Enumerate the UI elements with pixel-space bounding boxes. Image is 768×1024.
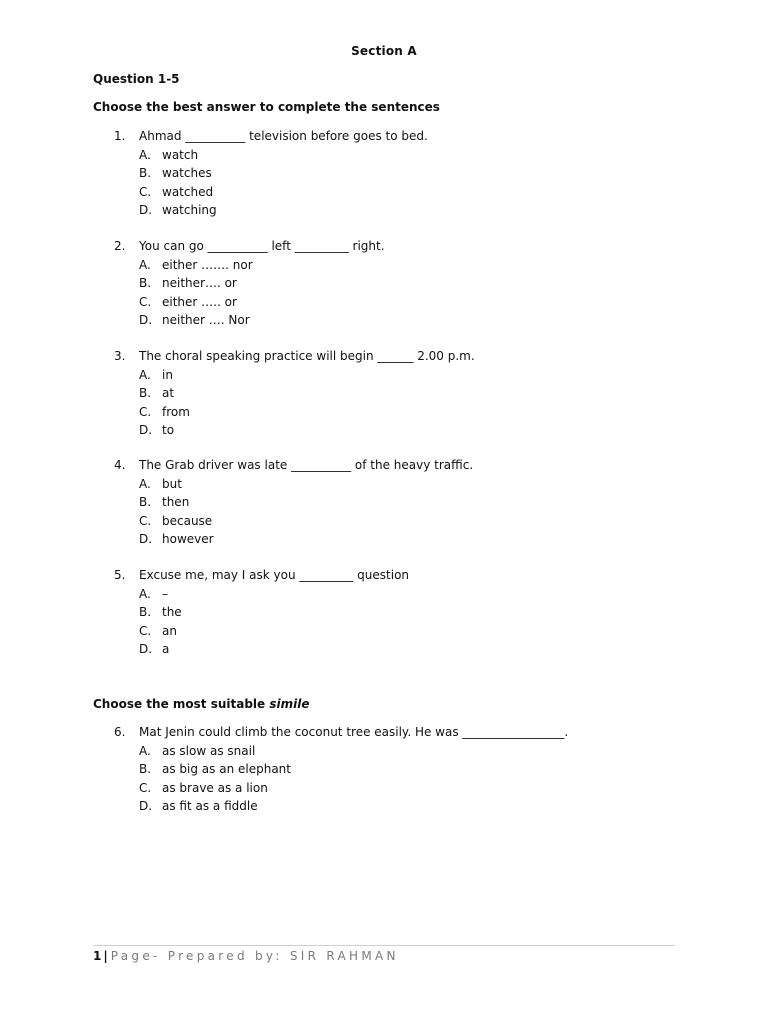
option-d	[114, 530, 694, 548]
option-b	[114, 274, 694, 292]
option-text: because	[162, 513, 213, 528]
option-text: watches	[162, 166, 212, 181]
option-b	[114, 384, 694, 402]
question-range-heading: Question 1-5	[93, 72, 180, 86]
option-letter: B.	[139, 276, 152, 291]
option-text: from	[162, 404, 190, 419]
option-c	[114, 293, 694, 311]
option-letter: C.	[139, 513, 152, 528]
question-number: 1.	[114, 129, 126, 143]
option-text: but	[162, 477, 182, 491]
page-footer	[93, 949, 399, 963]
option-letter: B.	[139, 762, 152, 777]
option-letter: C.	[139, 404, 152, 419]
option-letter: D.	[139, 798, 153, 813]
option-text: either ……. nor	[162, 258, 253, 272]
option-text: watching	[162, 202, 217, 217]
footer-separator: |	[103, 949, 108, 963]
option-d	[114, 640, 694, 658]
option-d	[114, 311, 694, 329]
option-letter: A.	[139, 368, 151, 382]
question-number: 4.	[114, 458, 126, 472]
question-1	[114, 127, 694, 219]
question-text: You can go __________ left _________ right.	[139, 239, 385, 253]
option-text: –	[162, 587, 168, 601]
question-5	[114, 566, 694, 658]
option-text: as slow as snail	[162, 744, 256, 758]
option-letter: D.	[139, 641, 153, 656]
option-text: as big as an elephant	[162, 762, 291, 777]
question-4	[114, 456, 694, 548]
option-letter: B.	[139, 495, 152, 510]
option-b	[114, 164, 694, 182]
option-a	[114, 475, 694, 493]
option-text: as fit as a fiddle	[162, 798, 258, 813]
instruction-complete-sentences: Choose the best answer to complete the sentences	[93, 100, 440, 114]
option-text: an	[162, 623, 177, 638]
footer-divider	[93, 945, 675, 946]
question-2	[114, 237, 694, 329]
option-letter: C.	[139, 184, 152, 199]
option-letter: A.	[139, 587, 151, 601]
option-b	[114, 493, 694, 511]
option-text: either ….. or	[162, 294, 237, 309]
option-c	[114, 512, 694, 530]
option-letter: A.	[139, 148, 151, 162]
option-a	[114, 585, 694, 603]
option-letter: D.	[139, 202, 153, 217]
option-letter: B.	[139, 605, 152, 620]
instruction-simile	[93, 697, 309, 711]
question-text: Excuse me, may I ask you _________ question	[139, 568, 410, 582]
question-6	[114, 723, 694, 815]
option-text: the	[162, 605, 182, 620]
option-a	[114, 146, 694, 164]
option-letter: C.	[139, 780, 152, 795]
option-a	[114, 256, 694, 274]
question-3	[114, 347, 694, 439]
option-letter: C.	[139, 623, 152, 638]
instruction-prefix: Choose the most suitable	[93, 697, 270, 711]
question-number: 6.	[114, 725, 126, 739]
footer-text: Page- Prepared by: SIR RAHMAN	[110, 949, 399, 963]
option-text: however	[162, 531, 214, 546]
option-d	[114, 797, 694, 815]
option-a	[114, 366, 694, 384]
question-text: Ahmad __________ television before goes to bed.	[139, 129, 428, 143]
instruction-emphasis: simile	[269, 697, 310, 711]
option-c	[114, 779, 694, 797]
section-title: Section A	[351, 44, 417, 58]
question-text: The choral speaking practice will begin ______ 2.00 p.m.	[139, 349, 475, 363]
option-text: watched	[162, 184, 214, 199]
option-c	[114, 403, 694, 421]
option-c	[114, 183, 694, 201]
option-letter: B.	[139, 386, 152, 401]
option-d	[114, 201, 694, 219]
option-b	[114, 760, 694, 778]
option-text: watch	[162, 148, 199, 162]
option-letter: A.	[139, 477, 151, 491]
option-text: neither …. Nor	[162, 312, 250, 327]
option-b	[114, 603, 694, 621]
option-d	[114, 421, 694, 439]
option-text: to	[162, 422, 175, 437]
option-c	[114, 622, 694, 640]
option-text: at	[162, 386, 175, 401]
option-text: as brave as a lion	[162, 780, 268, 795]
question-text: The Grab driver was late __________ of the heavy traffic.	[139, 458, 474, 472]
option-text: a	[162, 641, 170, 656]
option-a	[114, 742, 694, 760]
option-text: neither…. or	[162, 276, 237, 291]
option-text: then	[162, 495, 190, 510]
option-letter: A.	[139, 744, 151, 758]
option-letter: A.	[139, 258, 151, 272]
footer-page-number: 1	[93, 949, 102, 963]
question-number: 2.	[114, 239, 126, 253]
option-letter: B.	[139, 166, 152, 181]
question-number: 3.	[114, 349, 126, 363]
option-letter: D.	[139, 422, 153, 437]
question-text: Mat Jenin could climb the coconut tree easily. He was _________________.	[139, 725, 569, 739]
option-letter: C.	[139, 294, 152, 309]
option-letter: D.	[139, 531, 153, 546]
option-text: in	[162, 368, 173, 382]
question-number: 5.	[114, 568, 126, 582]
option-letter: D.	[139, 312, 153, 327]
